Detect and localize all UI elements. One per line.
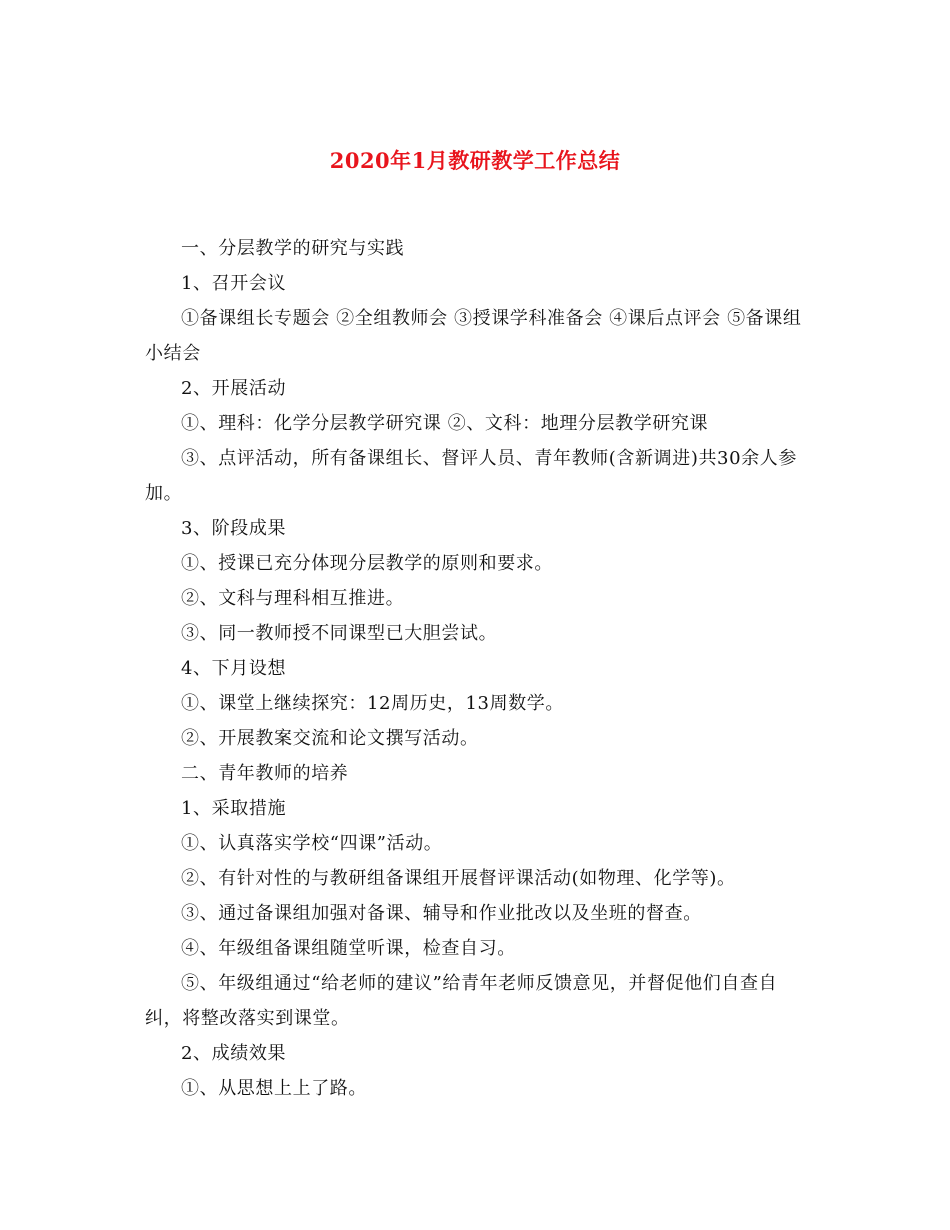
paragraph: ②、开展教案交流和论文撰写活动。 [181,728,479,749]
paragraph: ①、从思想上上了路。 [181,1078,367,1099]
section-heading: 二、青年教师的培养 [181,763,349,784]
paragraph: ⑤、年级组通过“给老师的建议”给青年老师反馈意见，并督促他们自查自纠，将整改落实到课堂。 [145,973,778,1029]
subsection-heading: 2、开展活动 [181,378,287,399]
paragraph: ③、点评活动，所有备课组长、督评人员、青年教师(含新调进)共30余人参加。 [145,448,797,504]
paragraph: ①、课堂上继续探究：12周历史，13周数学。 [181,693,565,714]
section-heading: 一、分层教学的研究与实践 [181,238,405,259]
subsection-heading: 2、成绩效果 [181,1043,287,1064]
paragraph: ①、理科：化学分层教学研究课 ②、文科：地理分层教学研究课 [181,413,709,434]
paragraph: ①备课组长专题会 ②全组教师会 ③授课学科准备会 ④课后点评会 ⑤备课组小结会 [145,308,802,364]
paragraph: ①、认真落实学校“四课”活动。 [181,833,443,854]
subsection-heading: 1、采取措施 [181,798,287,819]
document-body [145,231,805,1106]
document-title: 2020年1月教研教学工作总结 [329,148,621,173]
paragraph: ③、同一教师授不同课型已大胆尝试。 [181,623,498,644]
paragraph: ③、通过备课组加强对备课、辅导和作业批改以及坐班的督查。 [181,903,702,924]
subsection-heading: 4、下月设想 [181,658,287,679]
paragraph: ②、有针对性的与教研组备课组开展督评课活动(如物理、化学等)。 [181,868,736,889]
paragraph: ④、年级组备课组随堂听课，检查自习。 [181,938,516,959]
subsection-heading: 1、召开会议 [181,273,287,294]
subsection-heading: 3、阶段成果 [181,518,287,539]
paragraph: ①、授课已充分体现分层教学的原则和要求。 [181,553,553,574]
paragraph: ②、文科与理科相互推进。 [181,588,405,609]
